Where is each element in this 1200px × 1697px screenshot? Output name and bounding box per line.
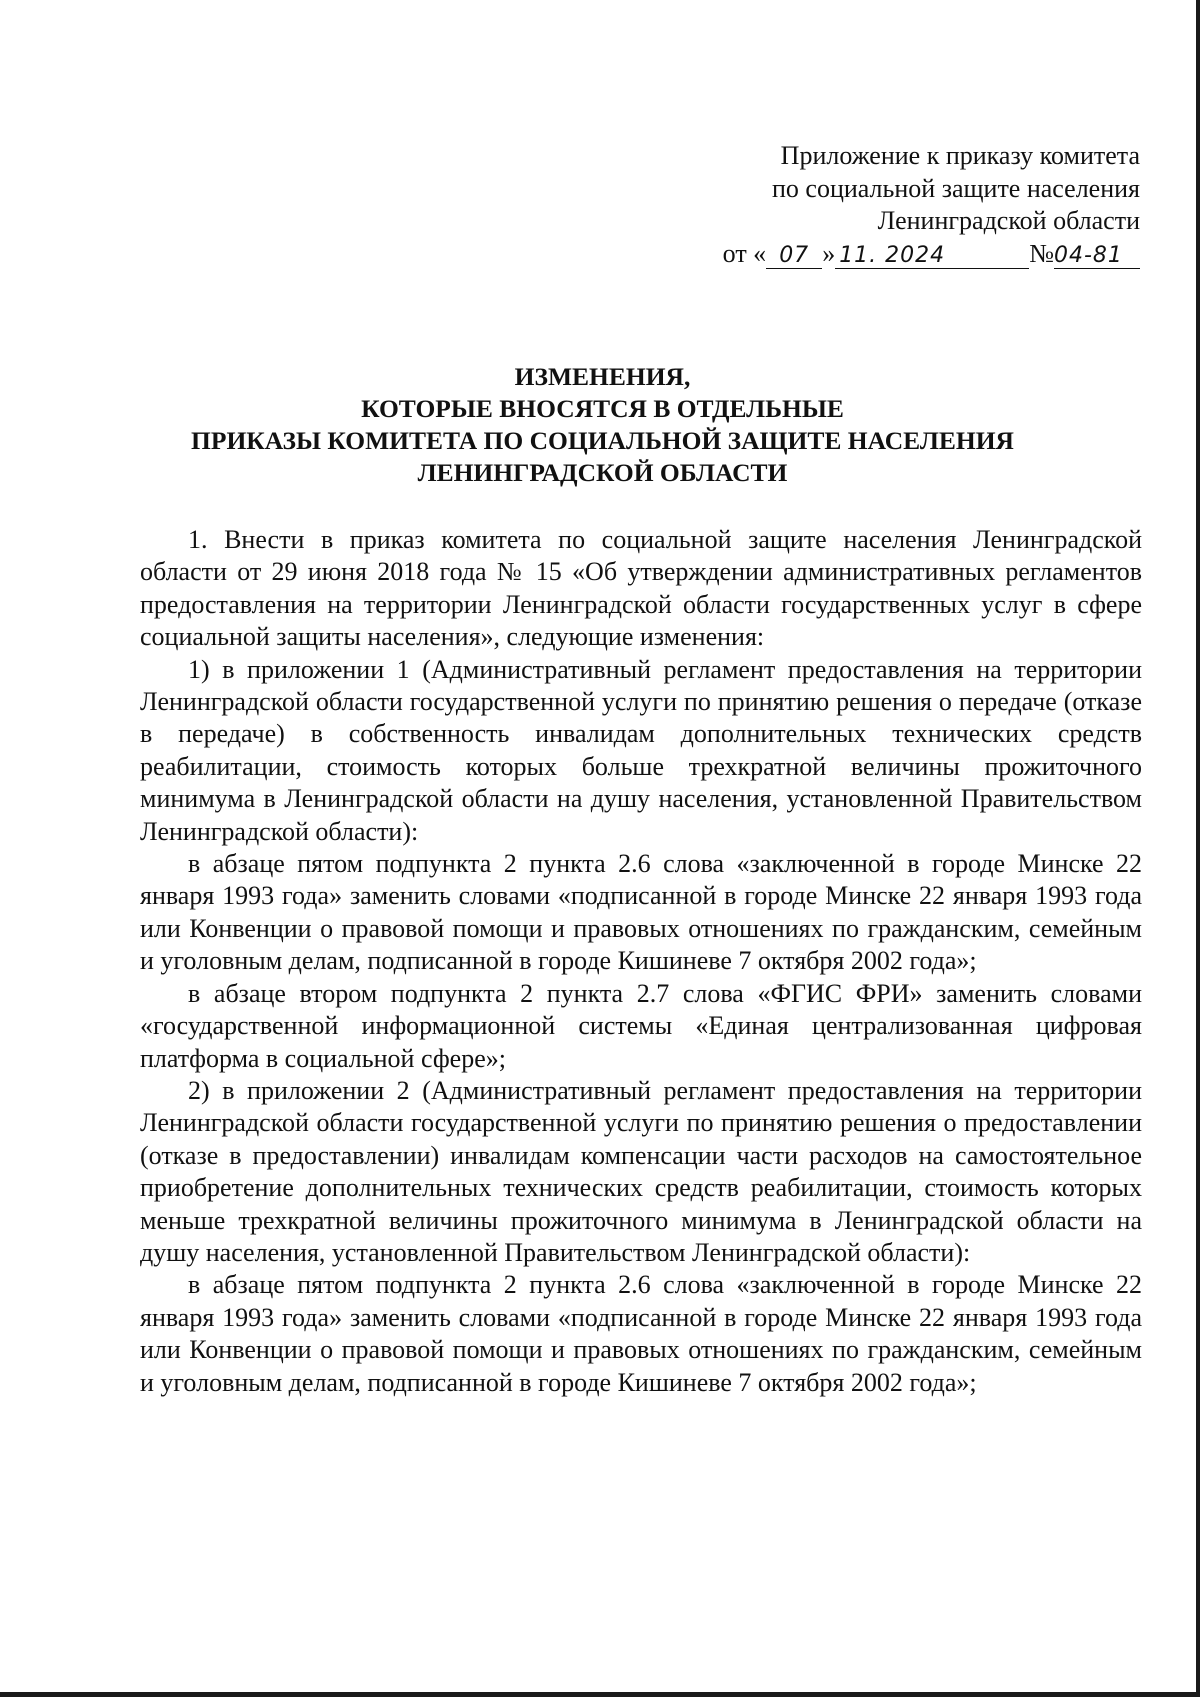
paragraph-amendment: в абзаце втором подпункта 2 пункта 2.7 слова «ФГИС ФРИ» заменить словами «государственной информационной системы «Единая централизованная цифровая платформа в социальной сфере»; xyxy=(140,978,1142,1073)
order-day-handwritten: 07 xyxy=(779,242,810,268)
from-label: от « xyxy=(722,238,767,268)
order-number-field xyxy=(1054,242,1140,269)
header-line: Приложение к приказу комитета xyxy=(780,141,1140,170)
order-date-handwritten: 11. 2024 xyxy=(839,242,946,268)
order-date-line xyxy=(723,238,1140,271)
document-body xyxy=(140,524,1142,1399)
paragraph-amendment: в абзаце пятом подпункта 2 пункта 2.6 слова «заключенной в городе Минске 22 января 1993 года» заменить словами «подписанной в городе Минске 22 января 1993 года или Конвенции о правовой помощи и правовых отношениях по гражданским, семейным и уголовным делам, подписанной в городе Кишиневе 7 октября 2002 года»; xyxy=(140,849,1142,976)
title-line: ИЗМЕНЕНИЯ, xyxy=(514,362,691,391)
title-line: ПРИКАЗЫ КОМИТЕТА ПО СОЦИАЛЬНОЙ ЗАЩИТЕ НАСЕЛЕНИЯ xyxy=(191,426,1014,455)
header-line: Ленинградской области xyxy=(877,206,1140,235)
order-day-field xyxy=(766,242,822,269)
paragraph-subitem-1: 1) в приложении 1 (Административный регламент предоставления на территории Ленинградской области государственной услуги по принятию решения о передаче (отказе в передаче) в собственность инвалидам дополнительных технических средств реабилитации, стоимость которых больше трехкратной величины прожиточного минимума в Ленинградской области на душу населения, установленной Правительством Ленинградской области): xyxy=(140,654,1142,846)
order-number-handwritten: 04-81 xyxy=(1054,242,1123,268)
document-title xyxy=(115,361,1090,489)
appendix-header xyxy=(723,140,1140,270)
scan-edge-right xyxy=(1196,0,1200,1697)
header-line: по социальной защите населения xyxy=(771,173,1140,203)
paragraph-subitem-2: 2) в приложении 2 (Административный регламент предоставления на территории Ленинградской области государственной услуги по принятию решения о предоставлении (отказе в предоставлении) инвалидам компенсации части расходов на самостоятельное приобретение дополнительных технических средств реабилитации, стоимость которых меньше трехкратной величины прожиточного минимума в Ленинградской области на душу населения, установленной Правительством Ленинградской области): xyxy=(140,1075,1142,1267)
order-date-field xyxy=(835,242,1029,269)
scan-edge-bottom xyxy=(0,1692,1200,1697)
title-line: ЛЕНИНГРАДСКОЙ ОБЛАСТИ xyxy=(417,458,788,487)
quote-close: » xyxy=(822,238,836,268)
title-line: КОТОРЫЕ ВНОСЯТСЯ В ОТДЕЛЬНЫЕ xyxy=(361,394,844,423)
number-label: № xyxy=(1029,238,1054,268)
paragraph-item-1: 1. Внести в приказ комитета по социальной защите населения Ленинградской области от 29 июня 2018 года № 15 «Об утверждении административных регламентов предоставления на территории Ленинградской области государственных услуг в сфере социальной защиты населения», следующие изменения: xyxy=(140,525,1142,652)
paragraph-amendment: в абзаце пятом подпункта 2 пункта 2.6 слова «заключенной в городе Минске 22 января 1993 года» заменить словами «подписанной в городе Минске 22 января 1993 года или Конвенции о правовой помощи и правовых отношениях по гражданским, семейным и уголовным делам, подписанной в городе Кишиневе 7 октября 2002 года»; xyxy=(140,1270,1142,1397)
